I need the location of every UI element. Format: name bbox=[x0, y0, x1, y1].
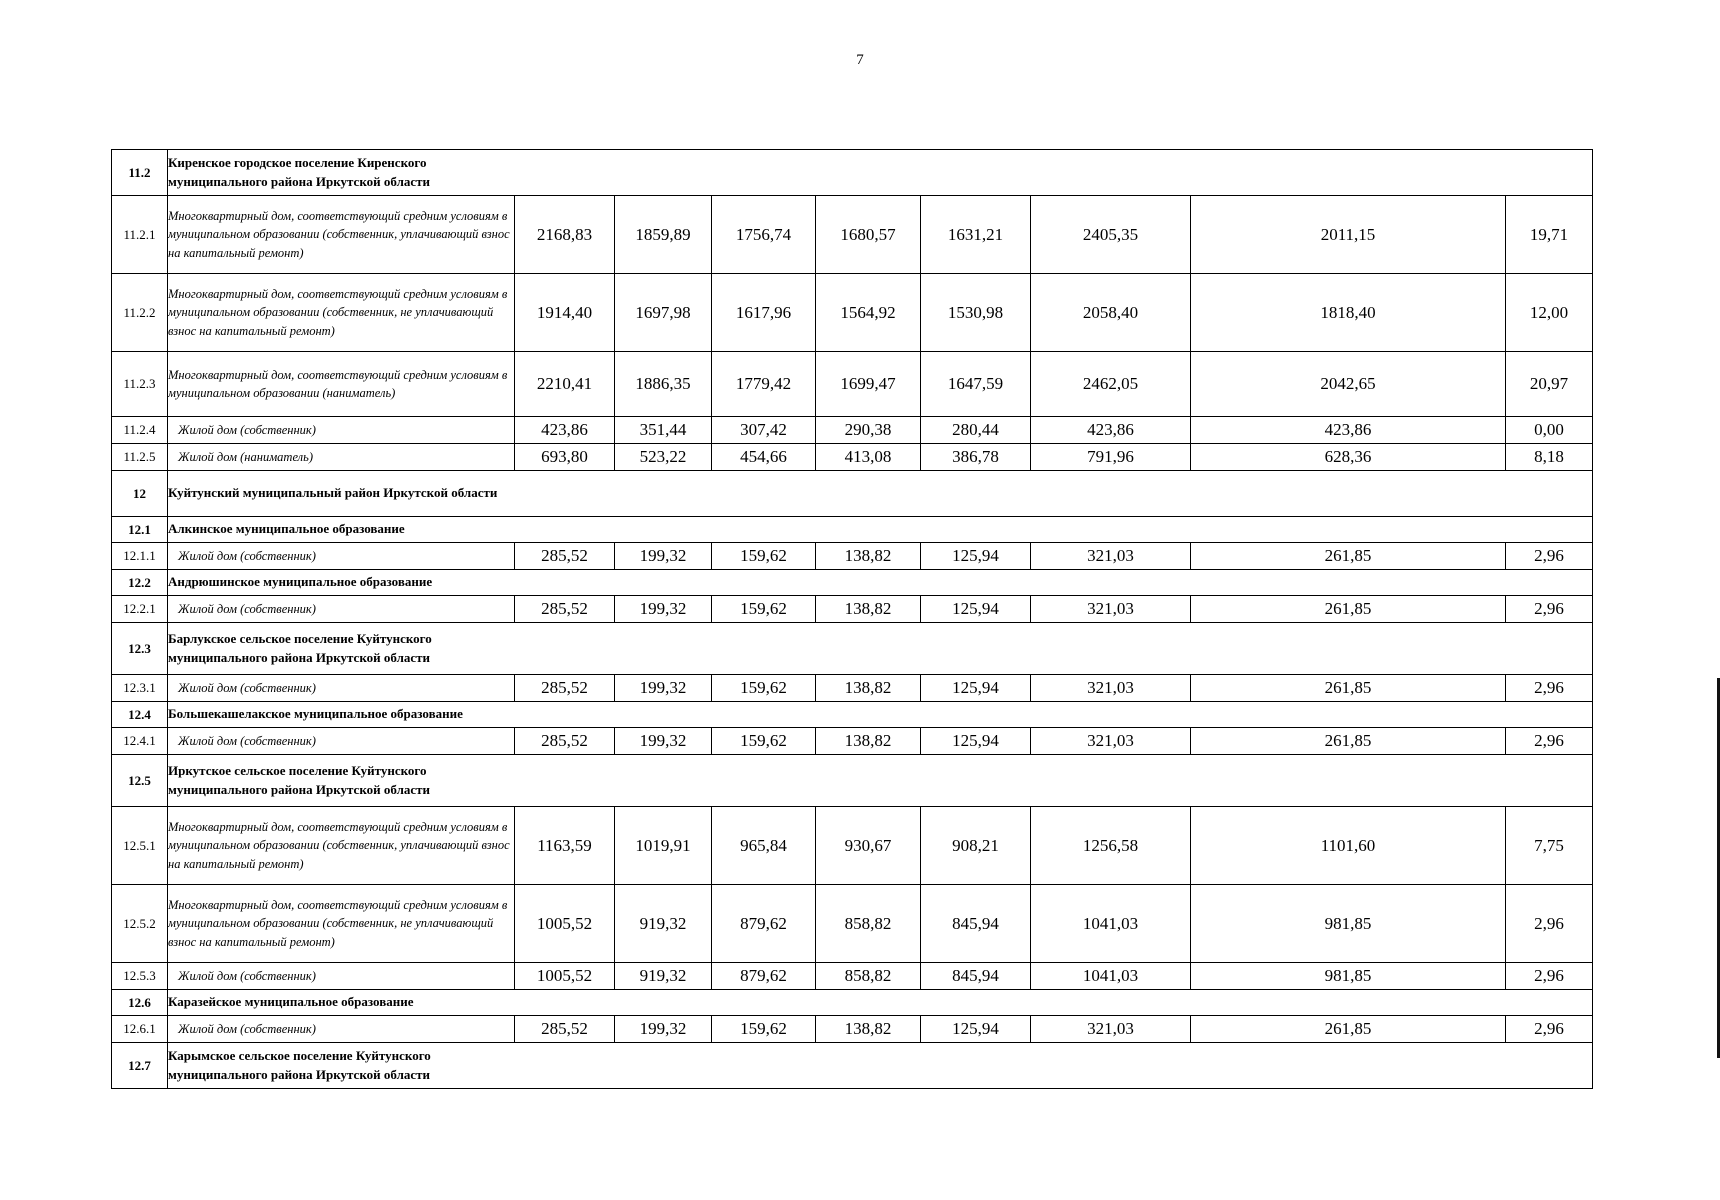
row-name: Жилой дом (собственник) bbox=[168, 675, 515, 702]
value-cell: 8,18 bbox=[1506, 444, 1593, 471]
row-code: 12.6 bbox=[112, 990, 168, 1016]
value-cell: 1631,21 bbox=[921, 196, 1031, 274]
value-cell: 285,52 bbox=[515, 728, 615, 755]
value-cell: 1564,92 bbox=[816, 274, 921, 352]
value-cell: 285,52 bbox=[515, 1016, 615, 1043]
value-cell: 2462,05 bbox=[1031, 352, 1191, 417]
value-cell: 1617,96 bbox=[712, 274, 816, 352]
value-cell: 138,82 bbox=[816, 1016, 921, 1043]
value-cell: 261,85 bbox=[1191, 728, 1506, 755]
value-cell: 2,96 bbox=[1506, 543, 1593, 570]
row-code: 12.4.1 bbox=[112, 728, 168, 755]
value-cell: 858,82 bbox=[816, 885, 921, 963]
row-code: 11.2.2 bbox=[112, 274, 168, 352]
table-row bbox=[112, 885, 1593, 963]
section-row bbox=[112, 570, 1593, 596]
value-cell: 285,52 bbox=[515, 596, 615, 623]
value-cell: 290,38 bbox=[816, 417, 921, 444]
row-code: 12.1.1 bbox=[112, 543, 168, 570]
table-row bbox=[112, 675, 1593, 702]
value-cell: 125,94 bbox=[921, 728, 1031, 755]
value-cell: 1699,47 bbox=[816, 352, 921, 417]
section-title: Большекашелакское муниципальное образование bbox=[168, 706, 463, 722]
value-cell: 2405,35 bbox=[1031, 196, 1191, 274]
value-cell: 159,62 bbox=[712, 728, 816, 755]
value-cell: 879,62 bbox=[712, 885, 816, 963]
section-title: Андрюшинское муниципальное образование bbox=[168, 574, 433, 590]
value-cell: 981,85 bbox=[1191, 885, 1506, 963]
value-cell: 199,32 bbox=[615, 728, 712, 755]
row-code: 11.2 bbox=[112, 150, 168, 196]
value-cell: 2,96 bbox=[1506, 1016, 1593, 1043]
value-cell: 981,85 bbox=[1191, 963, 1506, 990]
row-code: 11.2.1 bbox=[112, 196, 168, 274]
value-cell: 19,71 bbox=[1506, 196, 1593, 274]
row-code: 12.4 bbox=[112, 702, 168, 728]
value-cell: 423,86 bbox=[515, 417, 615, 444]
value-cell: 199,32 bbox=[615, 596, 712, 623]
value-cell: 125,94 bbox=[921, 675, 1031, 702]
value-cell: 423,86 bbox=[1031, 417, 1191, 444]
table-row bbox=[112, 417, 1593, 444]
value-cell: 1530,98 bbox=[921, 274, 1031, 352]
value-cell: 261,85 bbox=[1191, 675, 1506, 702]
value-cell: 1101,60 bbox=[1191, 807, 1506, 885]
row-name: Многоквартирный дом, соответствующий средним условиям в муниципальном образовании (наниматель) bbox=[168, 352, 515, 417]
row-name: Жилой дом (собственник) bbox=[168, 963, 515, 990]
value-cell: 351,44 bbox=[615, 417, 712, 444]
value-cell: 1697,98 bbox=[615, 274, 712, 352]
value-cell: 628,36 bbox=[1191, 444, 1506, 471]
section-row bbox=[112, 623, 1593, 675]
value-cell: 1779,42 bbox=[712, 352, 816, 417]
value-cell: 1914,40 bbox=[515, 274, 615, 352]
table-row bbox=[112, 352, 1593, 417]
value-cell: 321,03 bbox=[1031, 596, 1191, 623]
value-cell: 1163,59 bbox=[515, 807, 615, 885]
row-name: Жилой дом (наниматель) bbox=[168, 444, 515, 471]
row-name: Многоквартирный дом, соответствующий средним условиям в муниципальном образовании (собственник, не уплачивающий взнос на капитальный ремонт) bbox=[168, 274, 515, 352]
value-cell: 138,82 bbox=[816, 675, 921, 702]
section-title: Иркутское сельское поселение Куйтунского муниципального района Иркутской области bbox=[168, 763, 431, 797]
value-cell: 2,96 bbox=[1506, 675, 1593, 702]
value-cell: 523,22 bbox=[615, 444, 712, 471]
value-cell: 1041,03 bbox=[1031, 885, 1191, 963]
value-cell: 199,32 bbox=[615, 1016, 712, 1043]
value-cell: 159,62 bbox=[712, 1016, 816, 1043]
row-name: Жилой дом (собственник) bbox=[168, 596, 515, 623]
row-code: 12.5.2 bbox=[112, 885, 168, 963]
value-cell: 199,32 bbox=[615, 543, 712, 570]
section-row bbox=[112, 150, 1593, 196]
row-code: 12.3.1 bbox=[112, 675, 168, 702]
value-cell: 261,85 bbox=[1191, 1016, 1506, 1043]
section-title: Каразейское муниципальное образование bbox=[168, 994, 414, 1010]
value-cell: 1886,35 bbox=[615, 352, 712, 417]
value-cell: 138,82 bbox=[816, 728, 921, 755]
value-cell: 386,78 bbox=[921, 444, 1031, 471]
value-cell: 2210,41 bbox=[515, 352, 615, 417]
value-cell: 693,80 bbox=[515, 444, 615, 471]
row-code: 12.3 bbox=[112, 623, 168, 675]
value-cell: 285,52 bbox=[515, 543, 615, 570]
value-cell: 125,94 bbox=[921, 596, 1031, 623]
value-cell: 159,62 bbox=[712, 675, 816, 702]
table-row bbox=[112, 728, 1593, 755]
value-cell: 138,82 bbox=[816, 543, 921, 570]
value-cell: 1041,03 bbox=[1031, 963, 1191, 990]
value-cell: 12,00 bbox=[1506, 274, 1593, 352]
row-code: 11.2.3 bbox=[112, 352, 168, 417]
value-cell: 321,03 bbox=[1031, 728, 1191, 755]
value-cell: 2,96 bbox=[1506, 963, 1593, 990]
value-cell: 138,82 bbox=[816, 596, 921, 623]
row-name: Жилой дом (собственник) bbox=[168, 417, 515, 444]
row-code: 12.1 bbox=[112, 517, 168, 543]
section-title: Киренское городское поселение Киренского муниципального района Иркутской области bbox=[168, 155, 431, 189]
value-cell: 454,66 bbox=[712, 444, 816, 471]
row-name: Многоквартирный дом, соответствующий средним условиям в муниципальном образовании (собственник, уплачивающий взнос на капитальный ремонт) bbox=[168, 807, 515, 885]
value-cell: 2058,40 bbox=[1031, 274, 1191, 352]
table-row bbox=[112, 543, 1593, 570]
value-cell: 125,94 bbox=[921, 1016, 1031, 1043]
section-title: Куйтунский муниципальный район Иркутской области bbox=[168, 485, 498, 501]
value-cell: 879,62 bbox=[712, 963, 816, 990]
table-row bbox=[112, 444, 1593, 471]
row-code: 12.6.1 bbox=[112, 1016, 168, 1043]
row-name: Жилой дом (собственник) bbox=[168, 1016, 515, 1043]
value-cell: 845,94 bbox=[921, 885, 1031, 963]
row-code: 12.5 bbox=[112, 755, 168, 807]
value-cell: 0,00 bbox=[1506, 417, 1593, 444]
value-cell: 1256,58 bbox=[1031, 807, 1191, 885]
page-number: 7 bbox=[856, 52, 864, 68]
section-row bbox=[112, 990, 1593, 1016]
value-cell: 2,96 bbox=[1506, 596, 1593, 623]
value-cell: 159,62 bbox=[712, 543, 816, 570]
value-cell: 845,94 bbox=[921, 963, 1031, 990]
row-name: Жилой дом (собственник) bbox=[168, 543, 515, 570]
section-title: Алкинское муниципальное образование bbox=[168, 521, 405, 537]
value-cell: 307,42 bbox=[712, 417, 816, 444]
value-cell: 159,62 bbox=[712, 596, 816, 623]
table-row bbox=[112, 274, 1593, 352]
value-cell: 321,03 bbox=[1031, 1016, 1191, 1043]
value-cell: 261,85 bbox=[1191, 543, 1506, 570]
table-row bbox=[112, 963, 1593, 990]
value-cell: 280,44 bbox=[921, 417, 1031, 444]
row-name: Многоквартирный дом, соответствующий средним условиям в муниципальном образовании (собственник, уплачивающий взнос на капитальный ремонт) bbox=[168, 196, 515, 274]
value-cell: 2011,15 bbox=[1191, 196, 1506, 274]
row-code: 12.2.1 bbox=[112, 596, 168, 623]
value-cell: 125,94 bbox=[921, 543, 1031, 570]
value-cell: 965,84 bbox=[712, 807, 816, 885]
value-cell: 261,85 bbox=[1191, 596, 1506, 623]
value-cell: 20,97 bbox=[1506, 352, 1593, 417]
value-cell: 1005,52 bbox=[515, 885, 615, 963]
row-code: 11.2.5 bbox=[112, 444, 168, 471]
row-code: 11.2.4 bbox=[112, 417, 168, 444]
value-cell: 7,75 bbox=[1506, 807, 1593, 885]
value-cell: 285,52 bbox=[515, 675, 615, 702]
row-code: 12 bbox=[112, 471, 168, 517]
section-title: Барлукское сельское поселение Куйтунского муниципального района Иркутской области bbox=[168, 631, 432, 665]
tariff-table bbox=[111, 149, 1593, 1089]
table-row bbox=[112, 807, 1593, 885]
value-cell: 1680,57 bbox=[816, 196, 921, 274]
table-row bbox=[112, 1016, 1593, 1043]
value-cell: 919,32 bbox=[615, 963, 712, 990]
value-cell: 321,03 bbox=[1031, 675, 1191, 702]
value-cell: 199,32 bbox=[615, 675, 712, 702]
section-row bbox=[112, 517, 1593, 543]
section-row bbox=[112, 702, 1593, 728]
row-code: 12.2 bbox=[112, 570, 168, 596]
section-row bbox=[112, 755, 1593, 807]
table-body bbox=[112, 150, 1593, 1089]
value-cell: 2,96 bbox=[1506, 885, 1593, 963]
value-cell: 2042,65 bbox=[1191, 352, 1506, 417]
table-row bbox=[112, 196, 1593, 274]
row-name: Многоквартирный дом, соответствующий средним условиям в муниципальном образовании (собственник, не уплачивающий взнос на капитальный ремонт) bbox=[168, 885, 515, 963]
value-cell: 2168,83 bbox=[515, 196, 615, 274]
section-row bbox=[112, 471, 1593, 517]
value-cell: 1818,40 bbox=[1191, 274, 1506, 352]
value-cell: 321,03 bbox=[1031, 543, 1191, 570]
value-cell: 1005,52 bbox=[515, 963, 615, 990]
value-cell: 423,86 bbox=[1191, 417, 1506, 444]
table-row bbox=[112, 596, 1593, 623]
value-cell: 1859,89 bbox=[615, 196, 712, 274]
value-cell: 919,32 bbox=[615, 885, 712, 963]
value-cell: 2,96 bbox=[1506, 728, 1593, 755]
value-cell: 908,21 bbox=[921, 807, 1031, 885]
row-name: Жилой дом (собственник) bbox=[168, 728, 515, 755]
section-row bbox=[112, 1043, 1593, 1089]
row-code: 12.5.3 bbox=[112, 963, 168, 990]
value-cell: 413,08 bbox=[816, 444, 921, 471]
value-cell: 930,67 bbox=[816, 807, 921, 885]
value-cell: 1019,91 bbox=[615, 807, 712, 885]
value-cell: 791,96 bbox=[1031, 444, 1191, 471]
row-code: 12.7 bbox=[112, 1043, 168, 1089]
value-cell: 1647,59 bbox=[921, 352, 1031, 417]
value-cell: 858,82 bbox=[816, 963, 921, 990]
value-cell: 1756,74 bbox=[712, 196, 816, 274]
row-code: 12.5.1 bbox=[112, 807, 168, 885]
section-title: Карымское сельское поселение Куйтунского муниципального района Иркутской области bbox=[168, 1048, 431, 1082]
